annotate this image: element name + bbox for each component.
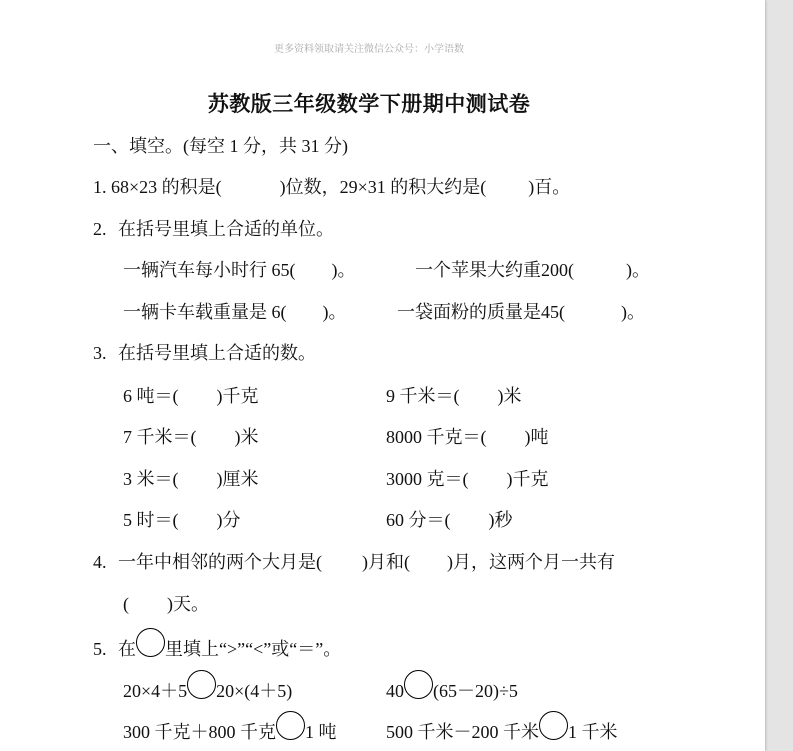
q4-text-c: )月，这两个月一共有 bbox=[447, 552, 615, 572]
answer-blank bbox=[565, 307, 621, 317]
page-title: 苏教版三年级数学下册期中测试卷 bbox=[207, 92, 531, 116]
answer-blank bbox=[296, 265, 332, 275]
q5-item-right: 1 千米 bbox=[568, 722, 618, 742]
question-3-stem bbox=[93, 339, 316, 367]
q2-item-post: )。 bbox=[626, 260, 650, 280]
question-4-continued bbox=[123, 590, 209, 618]
answer-blank bbox=[574, 265, 626, 275]
q3-item-pre: 6 吨＝( bbox=[123, 386, 179, 406]
q5-item-right: 1 吨 bbox=[305, 722, 337, 742]
answer-blank bbox=[469, 474, 507, 484]
q2-item-post: )。 bbox=[322, 302, 347, 322]
q4-text-a: 一年中相邻的两个大月是( bbox=[118, 552, 322, 572]
question-5-stem bbox=[93, 635, 341, 663]
q2-item-post: )。 bbox=[621, 302, 645, 322]
question-number: 3. bbox=[93, 343, 107, 363]
q5-item-left: 300 千克＋800 千克 bbox=[123, 722, 276, 742]
q3-item-pre: 60 分＝( bbox=[386, 510, 451, 530]
q5-item bbox=[123, 718, 337, 746]
q2-item-pre: 一辆卡车载重量是 6( bbox=[123, 302, 287, 322]
q3-item-pre: 3000 克＝( bbox=[386, 469, 469, 489]
q5-item-left: 500 千米－200 千米 bbox=[386, 722, 539, 742]
section-heading: 一、填空。(每空 1 分，共 31 分) bbox=[93, 136, 348, 156]
q3-item-post: )分 bbox=[216, 510, 241, 530]
answer-blank bbox=[179, 474, 217, 484]
q5-item bbox=[386, 718, 618, 746]
answer-blank bbox=[486, 182, 528, 192]
q3-item bbox=[386, 465, 549, 493]
q3-item bbox=[386, 506, 513, 534]
comparison-circle bbox=[187, 670, 216, 699]
q3-item bbox=[123, 465, 259, 493]
q3-item-pre: 3 米＝( bbox=[123, 469, 179, 489]
q3-item-post: )千克 bbox=[216, 386, 259, 406]
q3-item bbox=[386, 423, 549, 451]
q2-item-pre: 一袋面粉的质量是45( bbox=[397, 302, 565, 322]
q2-item-post: )。 bbox=[331, 260, 356, 280]
q5-item-left: 40 bbox=[386, 681, 404, 701]
question-1 bbox=[93, 173, 570, 201]
answer-blank bbox=[222, 182, 280, 192]
q3-item-pre: 8000 千克＝( bbox=[386, 427, 487, 447]
q3-item-pre: 7 千米＝( bbox=[123, 427, 197, 447]
answer-blank bbox=[129, 599, 167, 609]
q3-item-post: )米 bbox=[234, 427, 259, 447]
answer-blank bbox=[487, 432, 525, 442]
answer-blank bbox=[460, 391, 498, 401]
question-stem: 在括号里填上合适的数。 bbox=[118, 343, 316, 363]
q2-item bbox=[397, 298, 645, 326]
q3-item-post: )米 bbox=[497, 386, 522, 406]
question-number: 2. bbox=[93, 219, 107, 239]
question-4 bbox=[93, 548, 615, 576]
answer-blank bbox=[322, 557, 362, 567]
q3-item bbox=[123, 382, 259, 410]
answer-blank bbox=[197, 432, 235, 442]
q3-item-post: )厘米 bbox=[216, 469, 259, 489]
comparison-circle bbox=[136, 628, 165, 657]
answer-blank bbox=[179, 391, 217, 401]
q5-item-right: 20×(4＋5) bbox=[216, 681, 293, 701]
q3-item-pre: 9 千米＝( bbox=[386, 386, 460, 406]
question-stem-pre: 在 bbox=[118, 639, 136, 659]
header-note: 更多资料领取请关注微信公众号：小学语数 bbox=[274, 44, 464, 55]
q1-text-c: )百。 bbox=[528, 177, 571, 197]
comparison-circle bbox=[404, 670, 433, 699]
answer-blank bbox=[410, 557, 447, 567]
answer-blank bbox=[451, 515, 489, 525]
q4-text-d: ( bbox=[123, 594, 129, 614]
q4-text-b: )月和( bbox=[362, 552, 410, 572]
q4-text-e: )天。 bbox=[167, 594, 209, 614]
q5-item bbox=[123, 677, 292, 705]
q2-item bbox=[123, 298, 347, 326]
question-number: 5. bbox=[93, 639, 107, 659]
q3-item bbox=[123, 423, 259, 451]
q1-text-b: )位数，29×31 的积大约是( bbox=[279, 177, 487, 197]
q2-item-pre: 一个苹果大约重200( bbox=[415, 260, 574, 280]
question-stem-post: 里填上“>”“<”或“＝”。 bbox=[165, 639, 342, 659]
q2-item bbox=[123, 256, 356, 284]
question-stem: 在括号里填上合适的单位。 bbox=[118, 219, 334, 239]
question-number: 4. bbox=[93, 552, 107, 572]
q3-item bbox=[386, 382, 522, 410]
q5-item-left: 20×4＋5 bbox=[123, 681, 188, 701]
q5-item-right: (65－20)÷5 bbox=[433, 681, 518, 701]
answer-blank bbox=[287, 307, 323, 317]
q3-item-post: )吨 bbox=[524, 427, 549, 447]
q2-item bbox=[415, 256, 650, 284]
q3-item-post: )千克 bbox=[506, 469, 549, 489]
q5-item bbox=[386, 677, 518, 705]
q2-item-pre: 一辆汽车每小时行 65( bbox=[123, 260, 296, 280]
q3-item-pre: 5 时＝( bbox=[123, 510, 179, 530]
q3-item bbox=[123, 506, 241, 534]
answer-blank bbox=[179, 515, 217, 525]
comparison-circle bbox=[539, 711, 568, 740]
question-2-stem bbox=[93, 215, 334, 243]
q3-item-post: )秒 bbox=[488, 510, 513, 530]
comparison-circle bbox=[276, 711, 305, 740]
q1-text-a: 1. 68×23 的积是( bbox=[93, 177, 222, 197]
